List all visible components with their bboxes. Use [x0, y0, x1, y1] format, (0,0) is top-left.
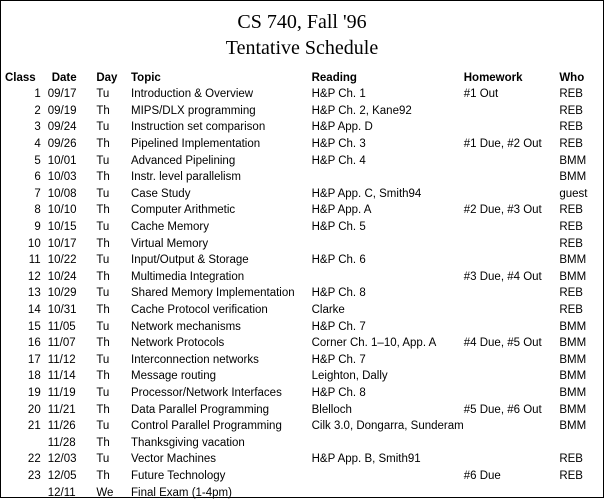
day-cell: Th [96, 171, 110, 184]
class-number-cell: 20 [27, 403, 41, 416]
topic-cell: Processor/Network Interfaces [131, 386, 282, 399]
instructor-cell: guest [559, 187, 588, 200]
class-number-cell: 9 [34, 221, 41, 234]
instructor-cell [559, 484, 603, 501]
schedule-table [1, 69, 603, 501]
day-cell: Th [96, 370, 110, 383]
homework-cell [464, 186, 560, 203]
topic-cell: Computer Arithmetic [131, 204, 236, 217]
instructor-cell: BMM [559, 270, 587, 283]
date-cell: 12/05 [47, 469, 77, 482]
date-cell: 10/17 [47, 237, 77, 250]
date-cell: 09/24 [47, 121, 77, 134]
reading-cell: Blelloch [311, 403, 352, 416]
course-title: CS 740, Fall '96 [237, 11, 367, 33]
homework-cell [464, 169, 560, 186]
topic-cell: Control Parallel Programming [131, 420, 282, 433]
instructor-cell: REB [559, 453, 583, 466]
homework-cell [464, 434, 560, 451]
instructor-cell: BMM [559, 337, 587, 350]
date-cell: 10/29 [47, 287, 77, 300]
reading-cell: Leighton, Dally [311, 370, 388, 383]
reading-cell [312, 269, 464, 286]
reading-cell: H&P Ch. 8 [311, 386, 366, 399]
date-cell: 11/14 [47, 370, 76, 383]
homework-cell [464, 484, 560, 501]
instructor-cell: REB [559, 88, 583, 101]
homework-cell [464, 302, 560, 319]
topic-cell: Thanksgiving vacation [131, 436, 245, 449]
homework-cell: #6 Due [463, 469, 501, 482]
class-number-cell: 3 [34, 121, 41, 134]
day-cell: Th [96, 403, 110, 416]
date-cell: 11/07 [47, 337, 76, 350]
class-number-cell: 12 [27, 270, 41, 283]
table-row [1, 285, 603, 302]
date-cell: 09/26 [47, 138, 77, 151]
homework-cell [464, 235, 560, 252]
reading-cell: H&P App. C, Smith94 [311, 187, 422, 200]
homework-cell [464, 103, 560, 120]
topic-cell: Future Technology [131, 469, 226, 482]
table-row [1, 484, 603, 501]
date-cell: 10/31 [47, 304, 77, 317]
instructor-cell: REB [559, 138, 583, 151]
instructor-cell: BMM [559, 353, 587, 366]
topic-cell: Instruction set comparison [131, 121, 266, 134]
class-number-cell: 5 [34, 154, 41, 167]
homework-cell [464, 451, 560, 468]
reading-cell: Cilk 3.0, Dongarra, Sunderam [311, 420, 464, 433]
class-number-cell: 1 [34, 88, 41, 101]
class-number-cell: 21 [27, 420, 41, 433]
table-row [1, 186, 603, 203]
header-topic: Topic [131, 71, 161, 84]
reading-cell: H&P Ch. 5 [311, 221, 366, 234]
day-cell: Th [96, 204, 110, 217]
class-number-cell: 18 [27, 370, 41, 383]
day-cell: Tu [96, 221, 110, 234]
reading-cell [312, 235, 464, 252]
header-homework: Homework [463, 71, 523, 84]
day-cell: Th [96, 104, 110, 117]
class-number-cell: 15 [27, 320, 41, 333]
date-cell: 10/08 [47, 187, 77, 200]
table-row [1, 252, 603, 269]
topic-cell: Final Exam (1-4pm) [131, 486, 232, 499]
reading-cell: H&P Ch. 1 [311, 88, 366, 101]
day-cell: Tu [96, 88, 110, 101]
topic-cell: Network mechanisms [131, 320, 241, 333]
date-cell: 12/11 [47, 486, 76, 499]
topic-cell: Advanced Pipelining [131, 154, 236, 167]
reading-cell [312, 169, 464, 186]
topic-cell: Cache Protocol verification [131, 304, 268, 317]
homework-cell: #3 Due, #4 Out [463, 270, 542, 283]
header-reading: Reading [311, 71, 357, 84]
date-cell: 10/01 [47, 154, 77, 167]
topic-cell: Vector Machines [131, 453, 217, 466]
date-cell: 10/03 [47, 171, 77, 184]
day-cell: Th [96, 270, 110, 283]
homework-cell [464, 318, 560, 335]
class-number-cell: 4 [34, 138, 41, 151]
date-cell: 10/24 [47, 270, 77, 283]
homework-cell: #4 Due, #5 Out [463, 337, 542, 350]
table-row [1, 318, 603, 335]
table-row [1, 468, 603, 485]
day-cell: Tu [96, 320, 110, 333]
reading-cell: Clarke [311, 304, 345, 317]
homework-cell: #2 Due, #3 Out [463, 204, 542, 217]
class-number-cell: 16 [27, 337, 41, 350]
header-row [1, 69, 603, 86]
instructor-cell: BMM [559, 420, 587, 433]
schedule-body [1, 86, 603, 501]
date-cell: 11/12 [47, 353, 76, 366]
header-class: Class [5, 71, 36, 84]
reading-cell [312, 484, 464, 501]
day-cell: Tu [96, 420, 110, 433]
reading-cell: H&P App. D [311, 121, 373, 134]
date-cell: 11/05 [47, 320, 76, 333]
homework-cell [464, 385, 560, 402]
class-number-cell: 11 [28, 254, 41, 267]
instructor-cell: BMM [559, 403, 587, 416]
topic-cell: Case Study [131, 187, 191, 200]
day-cell: Tu [96, 287, 110, 300]
table-row [1, 434, 603, 451]
instructor-cell: REB [559, 304, 583, 317]
reading-cell: Corner Ch. 1–10, App. A [311, 337, 437, 350]
date-cell: 11/19 [47, 386, 76, 399]
header-who: Who [559, 71, 585, 84]
reading-cell: H&P Ch. 7 [311, 320, 366, 333]
reading-cell: H&P App. A [311, 204, 372, 217]
homework-cell [464, 219, 560, 236]
class-number-cell: 10 [27, 237, 41, 250]
date-cell: 10/15 [47, 221, 77, 234]
homework-cell [464, 368, 560, 385]
topic-cell: Multimedia Integration [131, 270, 245, 283]
class-number-cell: 19 [27, 386, 41, 399]
date-cell: 12/03 [47, 453, 77, 466]
day-cell: Tu [96, 386, 110, 399]
reading-cell [312, 434, 464, 451]
date-cell: 10/22 [47, 254, 77, 267]
instructor-cell: REB [559, 204, 583, 217]
homework-cell [464, 418, 560, 435]
topic-cell: Data Parallel Programming [131, 403, 270, 416]
topic-cell: Network Protocols [131, 337, 225, 350]
date-cell: 11/26 [47, 420, 76, 433]
class-number-cell: 7 [34, 187, 41, 200]
table-row [1, 368, 603, 385]
day-cell: We [96, 486, 114, 499]
instructor-cell: BMM [559, 320, 587, 333]
day-cell: Th [96, 304, 110, 317]
table-row [1, 451, 603, 468]
class-number-cell: 2 [34, 104, 41, 117]
day-cell: Tu [96, 121, 110, 134]
reading-cell: H&P Ch. 2, Kane92 [311, 104, 412, 117]
instructor-cell: REB [559, 469, 583, 482]
class-number-cell: 6 [34, 171, 41, 184]
reading-cell [312, 468, 464, 485]
topic-cell: Pipelined Implementation [131, 138, 261, 151]
day-cell: Tu [96, 187, 110, 200]
homework-cell: #1 Due, #2 Out [463, 138, 542, 151]
table-row [1, 202, 603, 219]
topic-cell: MIPS/DLX programming [131, 104, 256, 117]
topic-cell: Introduction & Overview [131, 88, 254, 101]
instructor-cell: BMM [559, 370, 587, 383]
day-cell: Th [96, 469, 110, 482]
header-day: Day [96, 71, 118, 84]
homework-cell: #5 Due, #6 Out [463, 403, 542, 416]
date-cell: 11/21 [47, 403, 76, 416]
topic-cell: Shared Memory Implementation [131, 287, 295, 300]
class-number-cell: 23 [27, 469, 41, 482]
instructor-cell: BMM [559, 171, 587, 184]
reading-cell: H&P Ch. 8 [311, 287, 366, 300]
header-date: Date [51, 71, 77, 84]
homework-cell [464, 119, 560, 136]
day-cell: Th [96, 237, 110, 250]
table-row [1, 136, 603, 153]
table-row [1, 385, 603, 402]
day-cell: Th [96, 138, 110, 151]
instructor-cell: BMM [559, 254, 587, 267]
reading-cell: H&P App. B, Smith91 [311, 453, 421, 466]
topic-cell: Instr. level parallelism [131, 171, 241, 184]
class-number-cell: 13 [27, 287, 41, 300]
class-number-cell [1, 434, 48, 451]
day-cell: Tu [96, 453, 110, 466]
class-number-cell: 8 [34, 204, 41, 217]
instructor-cell: REB [559, 287, 583, 300]
topic-cell: Cache Memory [131, 221, 209, 234]
homework-cell: #1 Out [463, 88, 499, 101]
topic-cell: Input/Output & Storage [131, 254, 249, 267]
instructor-cell [559, 434, 603, 451]
table-row [1, 269, 603, 286]
day-cell: Th [96, 436, 110, 449]
day-cell: Tu [96, 254, 110, 267]
class-number-cell: 17 [27, 353, 41, 366]
table-row [1, 152, 603, 169]
table-row [1, 86, 603, 103]
table-row [1, 235, 603, 252]
day-cell: Tu [96, 154, 110, 167]
table-row [1, 302, 603, 319]
homework-cell [464, 352, 560, 369]
instructor-cell: REB [559, 104, 583, 117]
instructor-cell: REB [559, 121, 583, 134]
topic-cell: Virtual Memory [131, 237, 209, 250]
topic-cell: Message routing [131, 370, 217, 383]
table-row [1, 169, 603, 186]
instructor-cell: BMM [559, 386, 587, 399]
class-number-cell: 22 [27, 453, 41, 466]
table-row [1, 219, 603, 236]
instructor-cell: REB [559, 221, 583, 234]
topic-cell: Interconnection networks [131, 353, 259, 366]
table-row [1, 335, 603, 352]
table-row [1, 352, 603, 369]
table-row [1, 401, 603, 418]
table-row [1, 418, 603, 435]
table-row [1, 103, 603, 120]
instructor-cell: REB [559, 237, 583, 250]
date-cell: 11/28 [47, 436, 76, 449]
reading-cell: H&P Ch. 4 [311, 154, 366, 167]
class-number-cell [1, 484, 48, 501]
instructor-cell: BMM [559, 154, 587, 167]
homework-cell [464, 252, 560, 269]
reading-cell: H&P Ch. 6 [311, 254, 366, 267]
reading-cell: H&P Ch. 7 [311, 353, 366, 366]
class-number-cell: 14 [27, 304, 41, 317]
homework-cell [464, 285, 560, 302]
date-cell: 09/19 [47, 104, 77, 117]
reading-cell: H&P Ch. 3 [311, 138, 366, 151]
day-cell: Tu [96, 353, 110, 366]
date-cell: 09/17 [47, 88, 77, 101]
schedule-subtitle: Tentative Schedule [225, 37, 379, 59]
homework-cell [464, 152, 560, 169]
date-cell: 10/10 [47, 204, 77, 217]
table-row [1, 119, 603, 136]
day-cell: Th [96, 337, 110, 350]
